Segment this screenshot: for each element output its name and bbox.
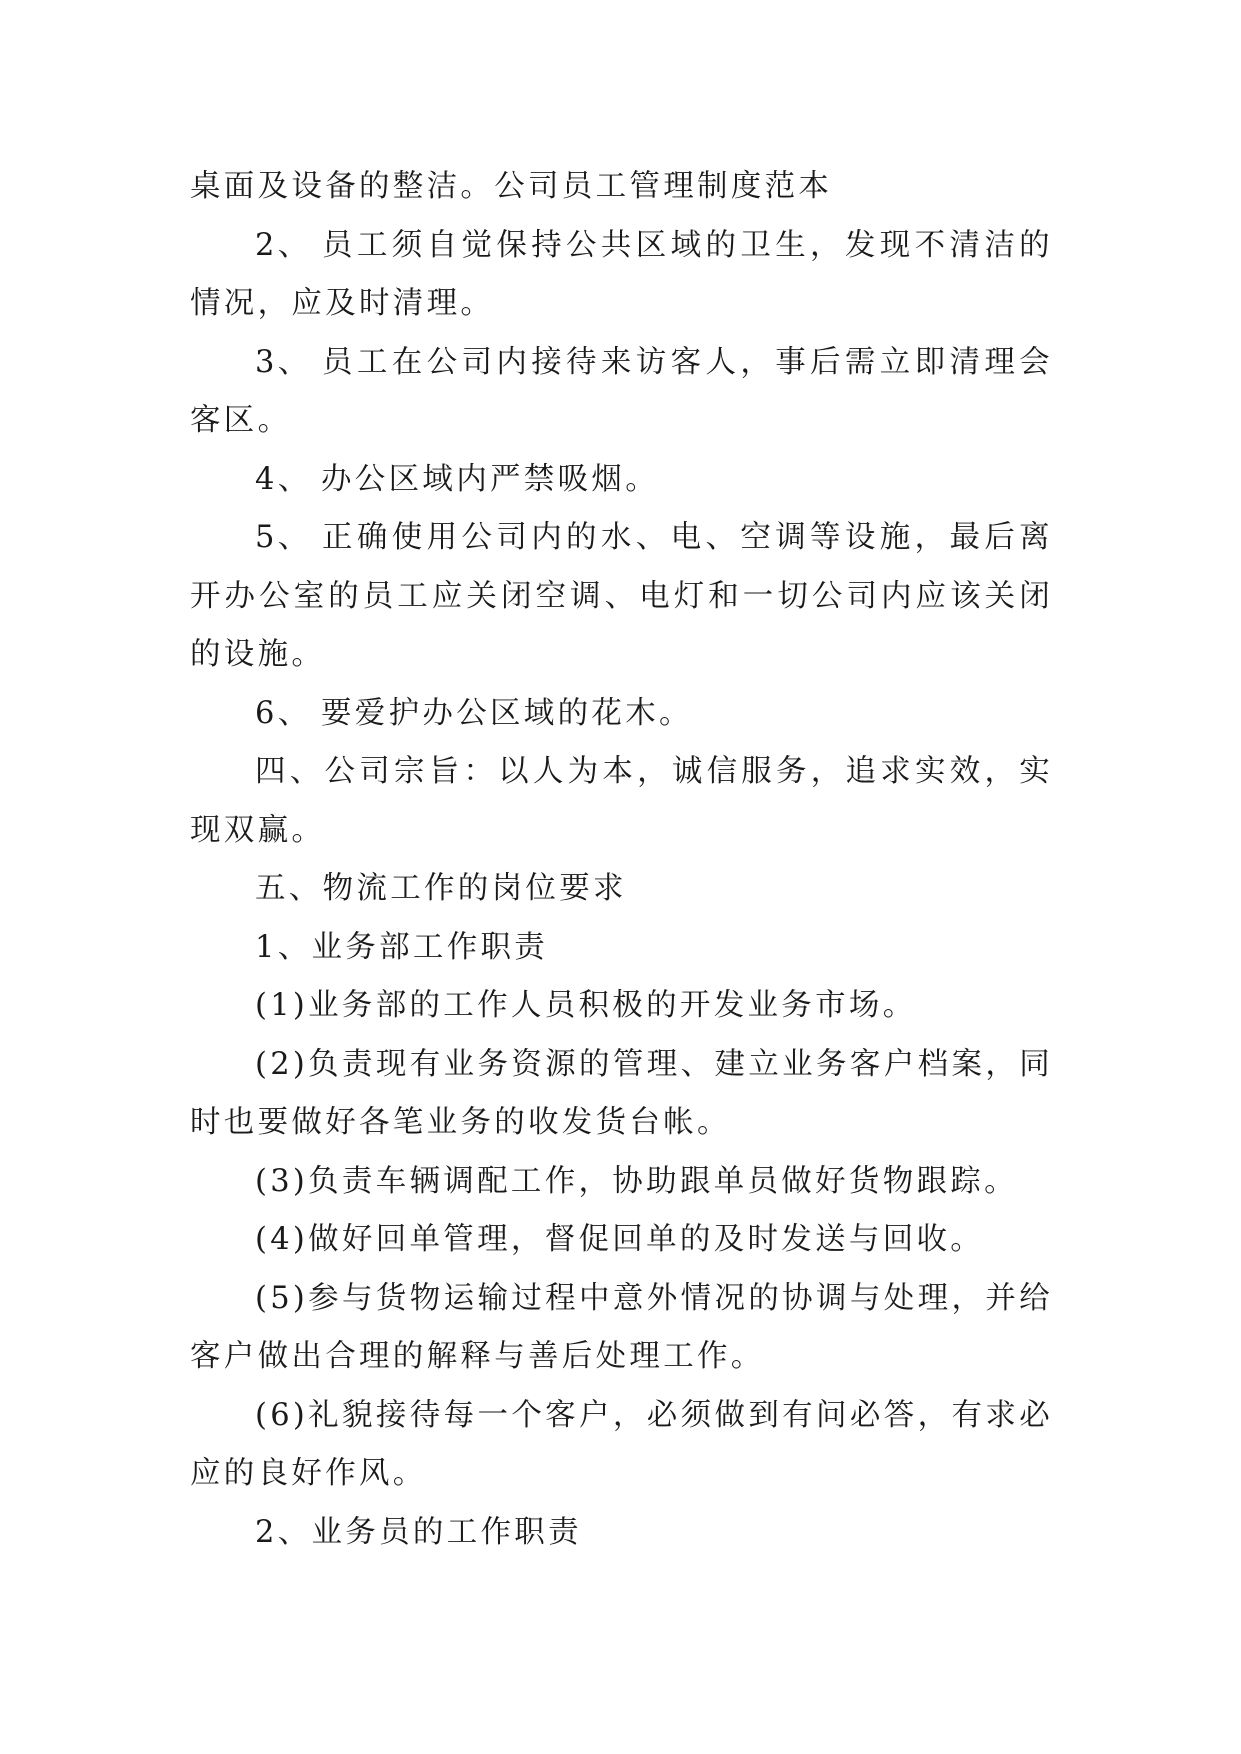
list-item-text: 员工须自觉保持公共区域的卫生，发现不清洁的情况，应及时清理。 — [190, 227, 1053, 321]
paragraph — [190, 158, 1053, 217]
list-item-number: 4、 — [255, 461, 312, 497]
list-item — [190, 217, 1053, 334]
list-item-number: 2、 — [255, 227, 312, 263]
section-heading — [190, 860, 1053, 919]
paragraph-text: 桌面及设备的整洁。公司员工管理制度范本 — [190, 169, 833, 204]
paragraph-text: 五、物流工作的岗位要求 — [255, 871, 627, 906]
list-item-number: 5、 — [255, 520, 312, 555]
paragraph-text: 1、业务部工作职责 — [255, 929, 549, 965]
paragraph — [190, 1387, 1053, 1504]
section-heading — [190, 743, 1053, 860]
subsection-heading — [190, 1504, 1053, 1563]
list-item — [190, 509, 1053, 685]
paragraph — [190, 1153, 1053, 1212]
list-item-text: 正确使用公司内的水、电、空调等设施，最后离开办公室的员工应关闭空调、电灯和一切公司内应该关闭的设施。 — [190, 520, 1053, 672]
paragraph-text: 2、业务员的工作职责 — [255, 1514, 582, 1550]
document-body — [190, 158, 1053, 1562]
paragraph-text: (1)业务部的工作人员积极的开发业务市场。 — [255, 988, 917, 1023]
paragraph-text: 四、公司宗旨：以人为本，诚信服务，追求实效，实现双赢。 — [190, 754, 1053, 848]
paragraph-text: (2)负责现有业务资源的管理、建立业务客户档案，同时也要做好各笔业务的收发货台帐。 — [190, 1046, 1053, 1140]
list-item-text: 办公区域内严禁吸烟。 — [321, 461, 659, 497]
paragraph-text: (3)负责车辆调配工作，协助跟单员做好货物跟踪。 — [255, 1163, 1018, 1199]
list-item — [190, 685, 1053, 744]
list-item — [190, 451, 1053, 510]
list-item-text: 员工在公司内接待来访客人，事后需立即清理会客区。 — [190, 344, 1053, 438]
paragraph — [190, 1270, 1053, 1387]
paragraph-text: (5)参与货物运输过程中意外情况的协调与处理，并给客户做出合理的解释与善后处理工作。 — [190, 1280, 1053, 1374]
paragraph — [190, 977, 1053, 1036]
list-item-number: 3、 — [255, 344, 312, 380]
list-item — [190, 334, 1053, 451]
list-item-text: 要爱护办公区域的花木。 — [321, 695, 693, 731]
paragraph — [190, 1211, 1053, 1270]
paragraph — [190, 1036, 1053, 1153]
list-item-number: 6、 — [255, 695, 312, 731]
paragraph-text: (6)礼貌接待每一个客户，必须做到有问必答，有求必应的良好作风。 — [190, 1397, 1053, 1491]
paragraph-text: (4)做好回单管理，督促回单的及时发送与回收。 — [255, 1222, 985, 1257]
subsection-heading — [190, 919, 1053, 978]
